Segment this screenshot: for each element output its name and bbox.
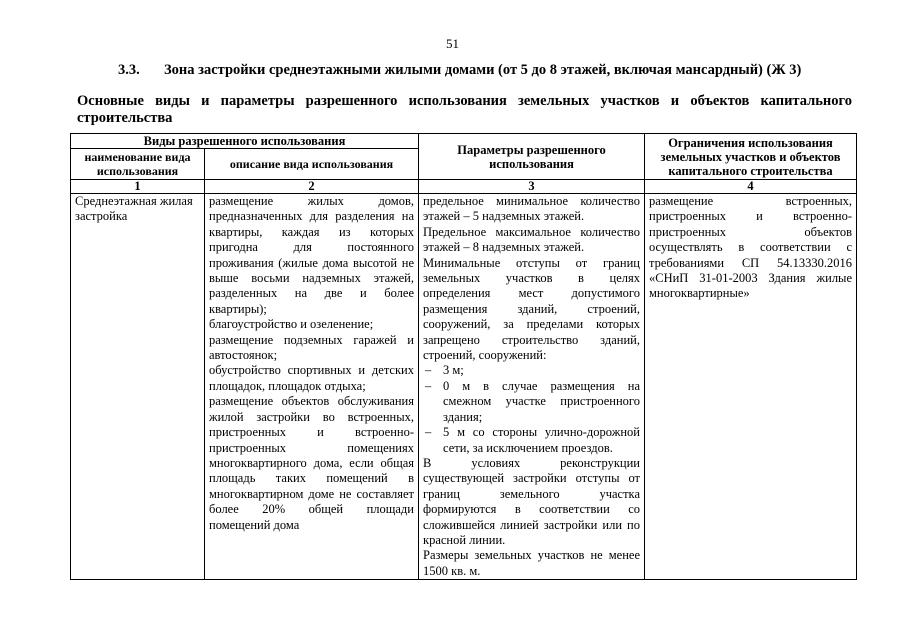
- table-subtitle: Основные виды и параметры разрешенного использования земельных участков и объектов капитального строительства: [77, 93, 852, 126]
- column-number-3: 3: [419, 180, 645, 194]
- header-use-description: описание вида использования: [205, 149, 419, 180]
- section-title: [118, 62, 858, 79]
- description-item: размещение подземных гаражей и автостоянок;: [209, 332, 414, 363]
- parameters-table: [70, 133, 857, 580]
- page-number: 51: [446, 36, 459, 51]
- parameter-text: Размеры земельных участков не менее 1500 кв. м.: [423, 548, 640, 578]
- list-item: – 5 м со стороны улично-дорожной сети, за исключением проездов.: [425, 425, 640, 455]
- header-parameters: Параметры разрешенного использования: [419, 134, 645, 180]
- section-title-text: Зона застройки среднеэтажными жилыми домами (от 5 до 8 этажей, включая мансардный) (Ж 3): [164, 62, 802, 78]
- parameters-cell: [419, 194, 645, 580]
- header-restrictions: Ограничения использования земельных участков и объектов капитального строительства: [645, 134, 857, 180]
- section-number: 3.3.: [118, 62, 140, 78]
- list-item: – 0 м в случае размещения на смежном участке пристроенного здания;: [425, 378, 640, 424]
- list-item: – 3 м;: [425, 363, 464, 378]
- column-number-2: 2: [205, 180, 419, 194]
- description-item: благоустройство и озеленение;: [209, 317, 374, 332]
- column-number-4: 4: [645, 180, 857, 194]
- header-group-uses: Виды разрешенного использования: [71, 134, 419, 149]
- description-item: размещение жилых домов, предназначенных для разделения на квартиры, каждая из которых пригодна для постоянного проживания (жилые дома высотой не выше восьми надземных этажей, разделенных на две и более квартиры);: [209, 194, 414, 316]
- column-number-1: 1: [71, 180, 205, 194]
- use-description-cell: [205, 194, 419, 580]
- header-use-name: наименование вида использования: [71, 149, 205, 180]
- parameter-text: В условиях реконструкции существующей застройки отступы от границ земельного участка формируются в соответствии со сложившейся линией застройки или по красной линии.: [423, 455, 640, 547]
- parameter-text: Предельное максимальное количество этажей – 8 надземных этажей.: [423, 224, 640, 255]
- parameter-text: Минимальные отступы от границ земельных участков в целях определения мест допустимого размещения зданий, строений, сооружений, за пределами которых запрещено строительство зданий, строений, сооружений:: [423, 255, 640, 363]
- restrictions-cell: [645, 194, 857, 580]
- column-numbers-row: [71, 180, 857, 194]
- table-header-row-1: [71, 134, 857, 149]
- restrictions-text: размещение встроенных, пристроенных и встроенно-пристроенных объектов осуществлять в соответствии с требованиями СП 54.13330.2016 «СНиП 31-01-2003 Здания жилые многоквартирные»: [649, 194, 852, 301]
- parameter-text: предельное минимальное количество этажей – 5 надземных этажей.: [423, 194, 640, 224]
- description-item: размещение объектов обслуживания жилой застройки во встроенных, пристроенных и встроенно-пристроенных помещениях многоквартирного дома, если общая площадь таких помещений в многоквартирном доме не составляет более 20% общей площади помещений дома: [209, 394, 414, 532]
- description-item: обустройство спортивных и детских площадок, площадок отдыха;: [209, 363, 414, 393]
- setback-list: [423, 363, 640, 455]
- use-name-cell: [71, 194, 205, 580]
- table-row: [71, 194, 857, 580]
- use-name: Среднеэтажная жилая застройка: [75, 194, 193, 224]
